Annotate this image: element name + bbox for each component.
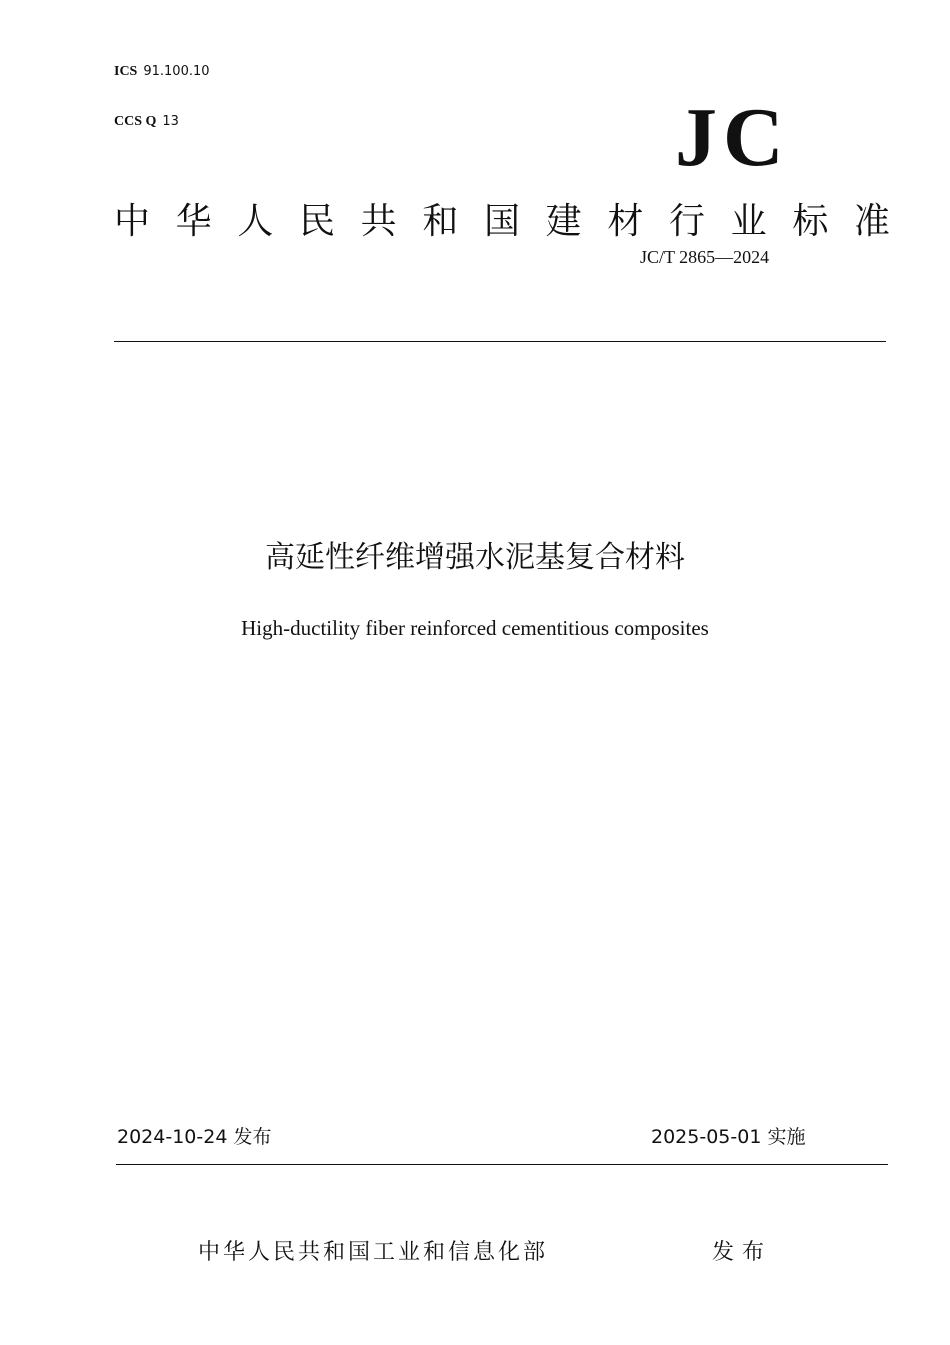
document-title-english: High-ductility fiber reinforced cementitious composites (241, 616, 709, 640)
issue-date: 2024-10-24 发布 (117, 1126, 272, 1148)
standard-type: 中华人民共和国建材行业标准 (114, 201, 890, 242)
ics-value: 91.100.10 (143, 64, 210, 79)
publisher-name: 中华人民共和国工业和信息化部 (198, 1240, 549, 1265)
ics-label: ICS (114, 64, 138, 79)
publisher-action: 发布 (712, 1240, 773, 1265)
ics-code (114, 64, 210, 80)
document-title-chinese: 高延性纤维增强水泥基复合材料 (265, 540, 685, 575)
standard-number: JC/T 2865—2024 (640, 247, 770, 267)
ccs-code (114, 114, 179, 130)
implementation-date: 2025-05-01 实施 (651, 1126, 806, 1148)
ccs-value: 13 (162, 114, 179, 129)
jc-logo: JC (675, 91, 790, 184)
footer-divider (116, 1164, 888, 1165)
ccs-label: CCS Q (114, 114, 157, 129)
header-divider (114, 341, 886, 342)
